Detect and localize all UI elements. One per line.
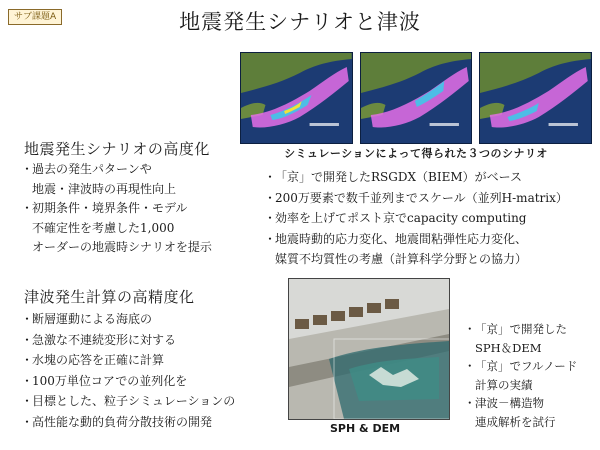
simulation-caption: シミュレーションによって得られた３つのシナリオ bbox=[284, 147, 548, 160]
simulation-image-3 bbox=[479, 52, 592, 144]
section2-bullet: ・ 急激な不連続変形に対する bbox=[21, 332, 177, 347]
section1-bullet-cont: オーダーの地震時シナリオを提示 bbox=[32, 240, 212, 254]
subtask-badge: サブ課題A bbox=[8, 9, 62, 25]
sph-bullets bbox=[463, 320, 577, 431]
sph-bullet-cont: SPH＆DEM bbox=[475, 340, 542, 355]
section2-bullet: ・ 水塊の応答を正確に計算 bbox=[21, 353, 165, 367]
section1-bullet: ・ 過去の発生パターンや bbox=[21, 162, 152, 176]
section1-bullet: ・ 初期条件・境界条件・モデル bbox=[21, 201, 188, 215]
simulation-image-1 bbox=[240, 52, 353, 144]
sph-bullet-cont: 計算の実績 bbox=[475, 377, 533, 392]
section2-heading: 津波発生計算の高精度化 bbox=[24, 288, 195, 306]
section2-bullet: ・ 断層運動による海底の bbox=[21, 312, 153, 326]
method-bullet: ・ 地震時動的応力変化、地震間粘弾性応力変化、 bbox=[264, 231, 528, 246]
sph-bullet-cont: 連成解析を試行 bbox=[475, 414, 556, 429]
method-bullets bbox=[263, 167, 568, 270]
section1-bullets bbox=[20, 160, 212, 258]
sph-dem-caption: SPH & DEM bbox=[330, 422, 401, 435]
section2-bullets bbox=[20, 309, 235, 432]
section1-bullet-cont: 不確定性を考慮した1,000 bbox=[32, 220, 175, 235]
section2-bullet: ・ 目標とした、粒子シミュレーションの bbox=[21, 394, 236, 408]
section2-bullet: ・ 高性能な動的負荷分散技術の開発 bbox=[21, 414, 213, 429]
simulation-image-2 bbox=[360, 52, 473, 144]
simulation-images bbox=[240, 52, 592, 142]
method-bullet: ・ 効率を上げてポスト京でcapacity computing bbox=[264, 211, 527, 225]
sph-dem-image bbox=[288, 278, 450, 420]
sph-bullet: ・ 「京」でフルノード bbox=[464, 359, 578, 373]
section1-bullet-cont: 地震・津波時の再現性向上 bbox=[32, 181, 177, 196]
slide-title: 地震発生シナリオと津波 bbox=[179, 10, 421, 34]
section2-bullet: ・ 100万単位コアでの並列化を bbox=[21, 373, 188, 388]
method-bullet: ・ 「京」で開発したRSGDX（BIEM）がベース bbox=[264, 170, 523, 184]
sph-bullet: ・ 「京」で開発した bbox=[464, 322, 567, 336]
method-bullet-cont: 媒質不均質性の考慮（計算科学分野との協力） bbox=[275, 252, 528, 266]
sph-bullet: ・ 津波－構造物 bbox=[464, 396, 544, 410]
section1-heading: 地震発生シナリオの高度化 bbox=[24, 140, 210, 158]
method-bullet: ・ 200万要素で数千並列までスケール（並列H-matrix） bbox=[264, 190, 568, 205]
